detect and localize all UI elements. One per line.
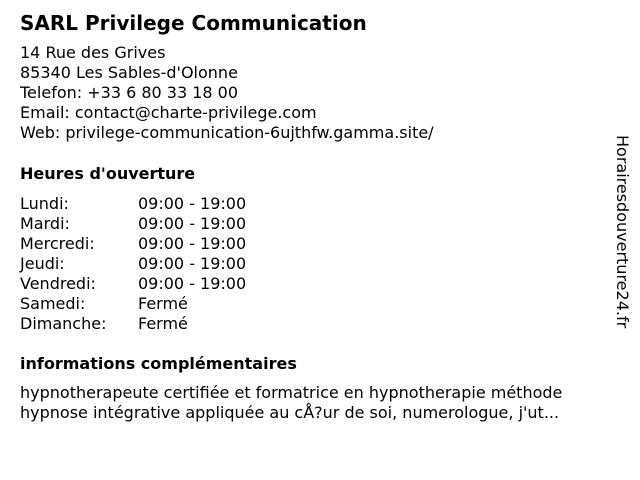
day-label: Lundi: — [20, 194, 69, 213]
day-label: Mardi: — [20, 214, 70, 233]
hours-row-wednesday — [20, 234, 246, 254]
day-label: Mercredi: — [20, 234, 95, 253]
day-hours: 09:00 - 19:00 — [138, 214, 247, 233]
hours-row-thursday — [20, 254, 246, 274]
email-line: Email: contact@charte-privilege.com — [20, 103, 317, 122]
day-hours: 09:00 - 19:00 — [138, 234, 247, 253]
day-label: Jeudi: — [20, 254, 65, 273]
day-label: Samedi: — [20, 294, 86, 313]
phone-line: Telefon: +33 6 80 33 18 00 — [20, 83, 239, 102]
day-label: Vendredi: — [20, 274, 96, 293]
business-name: SARL Privilege Communication — [20, 11, 367, 35]
additional-info-line: hypnotherapeute certifiée et formatrice en hypnotherapie méthode — [20, 383, 563, 402]
day-label: Dimanche: — [20, 314, 107, 333]
site-watermark: Horairesdouverture24.fr — [613, 135, 632, 329]
day-hours: Fermé — [138, 314, 188, 333]
address-city: 85340 Les Sables-d'Olonne — [20, 63, 238, 82]
hours-row-tuesday — [20, 214, 246, 234]
day-hours: Fermé — [138, 294, 188, 313]
opening-hours-heading: Heures d'ouverture — [20, 164, 196, 183]
address-street: 14 Rue des Grives — [20, 43, 166, 62]
additional-info-text — [20, 383, 620, 423]
additional-info-heading: informations complémentaires — [20, 354, 297, 373]
hours-row-friday — [20, 274, 246, 294]
day-hours: 09:00 - 19:00 — [138, 274, 247, 293]
hours-row-saturday — [20, 294, 246, 314]
web-line: Web: privilege-communication-6ujthfw.gamma.site/ — [20, 123, 434, 142]
contact-block — [20, 43, 434, 143]
day-hours: 09:00 - 19:00 — [138, 254, 247, 273]
opening-hours-table — [20, 194, 246, 334]
hours-row-monday — [20, 194, 246, 214]
hours-row-sunday — [20, 314, 246, 334]
additional-info-line: hypnose intégrative appliquée au cÅ?ur de soi, numerologue, j'ut... — [20, 403, 560, 422]
day-hours: 09:00 - 19:00 — [138, 194, 247, 213]
